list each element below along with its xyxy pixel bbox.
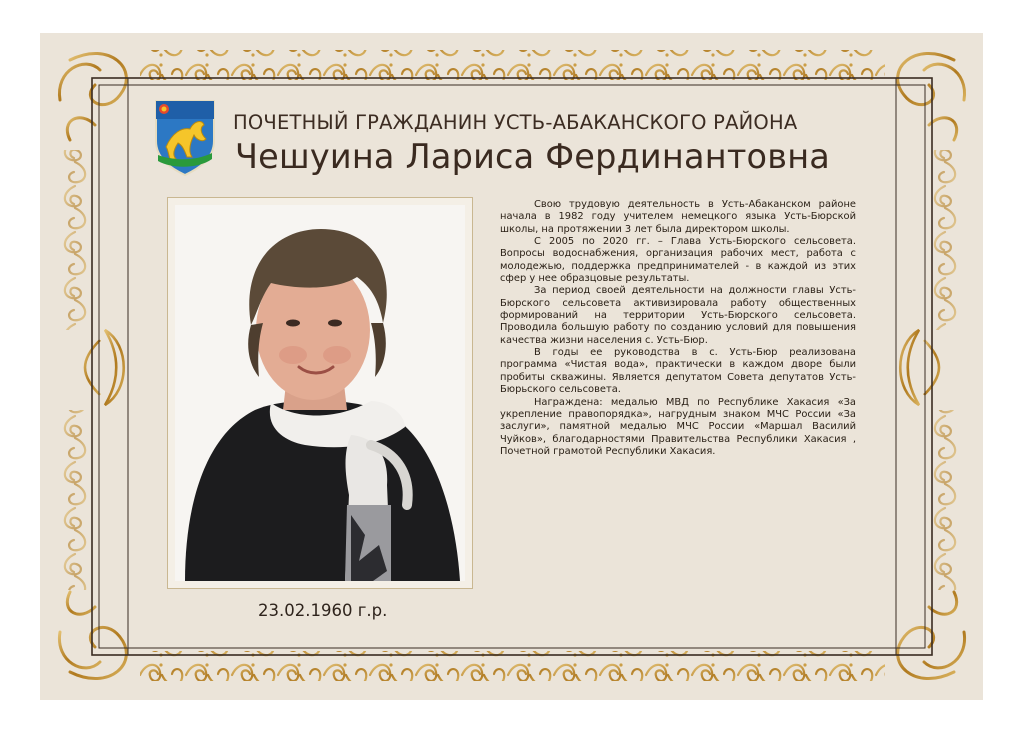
page-title: ПОЧЕТНЫЙ ГРАЖДАНИН УСТЬ-АБАКАНСКОГО РАЙОНА bbox=[233, 111, 798, 134]
birth-date: 23.02.1960 г.р. bbox=[258, 601, 388, 620]
biography-text bbox=[500, 199, 856, 458]
bio-paragraph: Свою трудовую деятельность в Усть-Абаканском районе начала в 1982 году учителем немецкого языка Усть-Бюрской школы, на протяжении 3 лет была директором школы. bbox=[500, 199, 856, 235]
person-name: Чешуина Лариса Фердинантовна bbox=[235, 137, 831, 176]
bio-paragraph: В годы ее руководства в с. Усть-Бюр реализована программа «Чистая вода», практически в каждом дворе были пробиты скважины. Является депутатом Совета депутатов Усть-Бюрьского сельсовета. bbox=[500, 347, 856, 396]
bio-paragraph: Награждена: медалью МВД по Республике Хакасия «За укрепление правопорядка», нагрудным знаком МЧС России «За заслуги», памятной медалью МЧС России «Маршал Василий Чуйков», благодарностями Правительства Республики Хакасия , Почетной грамотой Республики Хакасия. bbox=[500, 396, 856, 457]
bio-paragraph: За период своей деятельности на должности главы Усть-Бюрского сельсовета активизировала работу общественных формирований на территории Усть-Бюрского сельсовета. Проводила большую работу по созданию условий для повышения качества жизни населения с. Усть-Бюр. bbox=[500, 285, 856, 346]
portrait-frame bbox=[168, 198, 472, 588]
coat-of-arms-icon bbox=[154, 99, 216, 177]
portrait-photo bbox=[175, 205, 465, 581]
bio-paragraph: С 2005 по 2020 гг. – Глава Усть-Бюрского сельсовета. Вопросы водоснабжения, организация рабочих мест, работа с молодежью, поддержка предпринимателей - в каждой из этих сфер у нее образцовые результаты. bbox=[500, 236, 856, 285]
